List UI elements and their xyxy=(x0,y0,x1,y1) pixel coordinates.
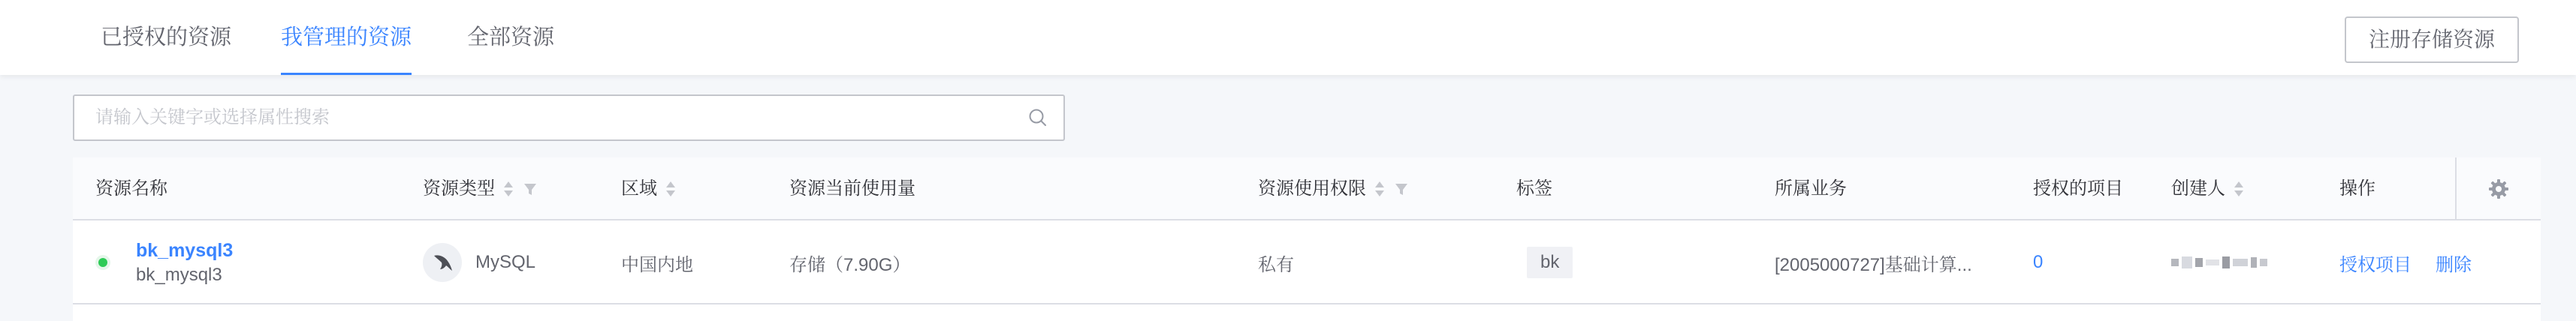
tab-authorized-resources[interactable]: 已授权的资源 xyxy=(101,26,232,50)
search-icon[interactable] xyxy=(1027,106,1049,129)
business-value: [2005000727]基础计算... xyxy=(1775,254,1972,275)
column-header-type xyxy=(423,158,538,220)
column-creator-label: 创建人 xyxy=(2171,178,2225,199)
table-row xyxy=(73,220,2541,304)
column-header-tags xyxy=(1516,158,1552,220)
usage-value: 存储（7.90G） xyxy=(789,254,911,275)
filter-icon[interactable] xyxy=(522,181,538,197)
resource-name-link[interactable]: bk_mysql3 xyxy=(136,239,234,261)
sort-icon[interactable] xyxy=(502,179,514,199)
top-navigation xyxy=(0,0,2576,75)
mysql-dolphin-icon xyxy=(423,243,462,282)
tab-all-resources[interactable]: 全部资源 xyxy=(467,26,555,50)
projects-cell xyxy=(2033,220,2043,304)
delete-link[interactable]: 删除 xyxy=(2436,254,2472,275)
search-box xyxy=(73,94,1065,141)
resource-type-cell xyxy=(423,220,535,304)
resource-name-cell xyxy=(136,220,233,304)
permission-value: 私有 xyxy=(1258,254,1294,275)
register-storage-button[interactable]: 注册存储资源 xyxy=(2345,16,2519,63)
column-permission-label: 资源使用权限 xyxy=(1258,178,1366,199)
filter-icon[interactable] xyxy=(1393,181,1410,197)
column-usage-label: 资源当前使用量 xyxy=(789,178,915,199)
column-header-projects xyxy=(2033,158,2123,220)
region-cell xyxy=(621,220,693,304)
column-region-label: 区域 xyxy=(621,178,657,199)
column-header-usage xyxy=(789,158,915,220)
column-header-creator xyxy=(2171,158,2245,220)
column-operation-label: 操作 xyxy=(2339,178,2375,199)
gear-icon[interactable] xyxy=(2487,178,2510,200)
tab-managed-resources[interactable]: 我管理的资源 xyxy=(281,0,412,75)
column-header-region xyxy=(621,158,677,220)
column-tags-label: 标签 xyxy=(1516,178,1552,199)
usage-cell xyxy=(789,220,910,304)
tags-cell xyxy=(1527,220,1573,304)
tag-badge: bk xyxy=(1527,247,1573,278)
sort-icon[interactable] xyxy=(1374,179,1386,199)
permission-cell xyxy=(1258,220,1294,304)
table-header xyxy=(73,158,2541,220)
resource-table xyxy=(73,158,2541,321)
creator-cell xyxy=(2171,220,2267,304)
column-business-label: 所属业务 xyxy=(1775,178,1847,199)
authorized-projects-count[interactable]: 0 xyxy=(2033,252,2044,272)
search-input[interactable] xyxy=(95,96,1019,140)
column-header-business xyxy=(1775,158,1847,220)
creator-avatar-blurred xyxy=(2171,256,2267,268)
column-header-operation xyxy=(2339,158,2375,220)
column-projects-label: 授权的项目 xyxy=(2033,178,2123,199)
region-value: 中国内地 xyxy=(621,254,693,275)
resource-type-label: MySQL xyxy=(475,252,536,272)
resource-alias: bk_mysql3 xyxy=(136,264,222,285)
authorize-project-link[interactable]: 授权项目 xyxy=(2339,254,2412,275)
column-header-permission xyxy=(1258,158,1410,220)
business-cell xyxy=(1775,220,1972,304)
operation-cell xyxy=(2339,220,2472,304)
sort-icon[interactable] xyxy=(2233,179,2245,199)
column-type-label: 资源类型 xyxy=(423,178,495,199)
sort-icon[interactable] xyxy=(665,179,677,199)
column-header-name xyxy=(95,158,167,220)
table-settings-cell xyxy=(2455,158,2541,220)
status-dot xyxy=(98,258,107,267)
column-name-label: 资源名称 xyxy=(95,178,167,199)
